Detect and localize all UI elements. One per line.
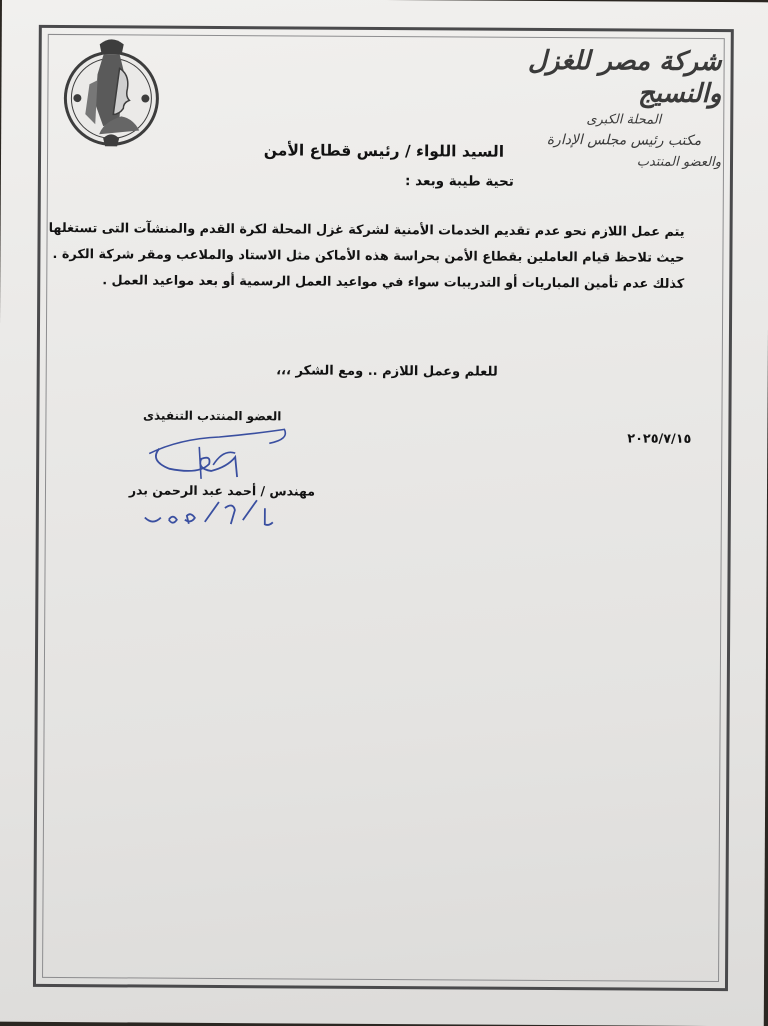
office-name: مكتب رئيس مجلس الإدارة — [546, 131, 702, 149]
closing-line: للعلم وعمل اللازم .. ومع الشكر ،،، — [276, 363, 498, 380]
signatory-title: العضو المنتدب التنفيذى — [142, 408, 282, 424]
company-name: شركة مصر للغزل والنسيج — [527, 45, 722, 110]
greeting: تحية طيبة وبعد : — [405, 173, 514, 190]
body-line: كذلك عدم تأمين المباريات أو التدريبات سواء في مواعيد العمل الرسمية أو بعد مواعيد العمل . — [102, 273, 685, 292]
letter-date: ٢٠٢٥/٧/١٥ — [627, 431, 692, 447]
handwritten-date — [139, 496, 279, 531]
body-line: حيث تلاحظ قيام العاملين بقطاع الأمن بحراسة هذه الأماكن مثل الاستاد والملاعب ومقر شركة الكرة . — [52, 246, 685, 266]
company-city: المحلة الكبرى — [586, 112, 662, 128]
body-line: يتم عمل اللازم نحو عدم تقديم الخدمات الأمنية لشركة غزل المحلة لكرة القدم والمنشآت التى تستغلها — [48, 220, 685, 240]
signatory-name: مهندس / أحمد عبد الرحمن بدر — [128, 482, 316, 499]
pharaoh-queen-emblem-icon — [59, 34, 164, 151]
addressee: السيد اللواء / رئيس قطاع الأمن — [263, 141, 505, 161]
office-title: والعضو المنتدب — [636, 154, 722, 171]
letter-body — [48, 216, 685, 298]
letterhead — [481, 45, 722, 173]
